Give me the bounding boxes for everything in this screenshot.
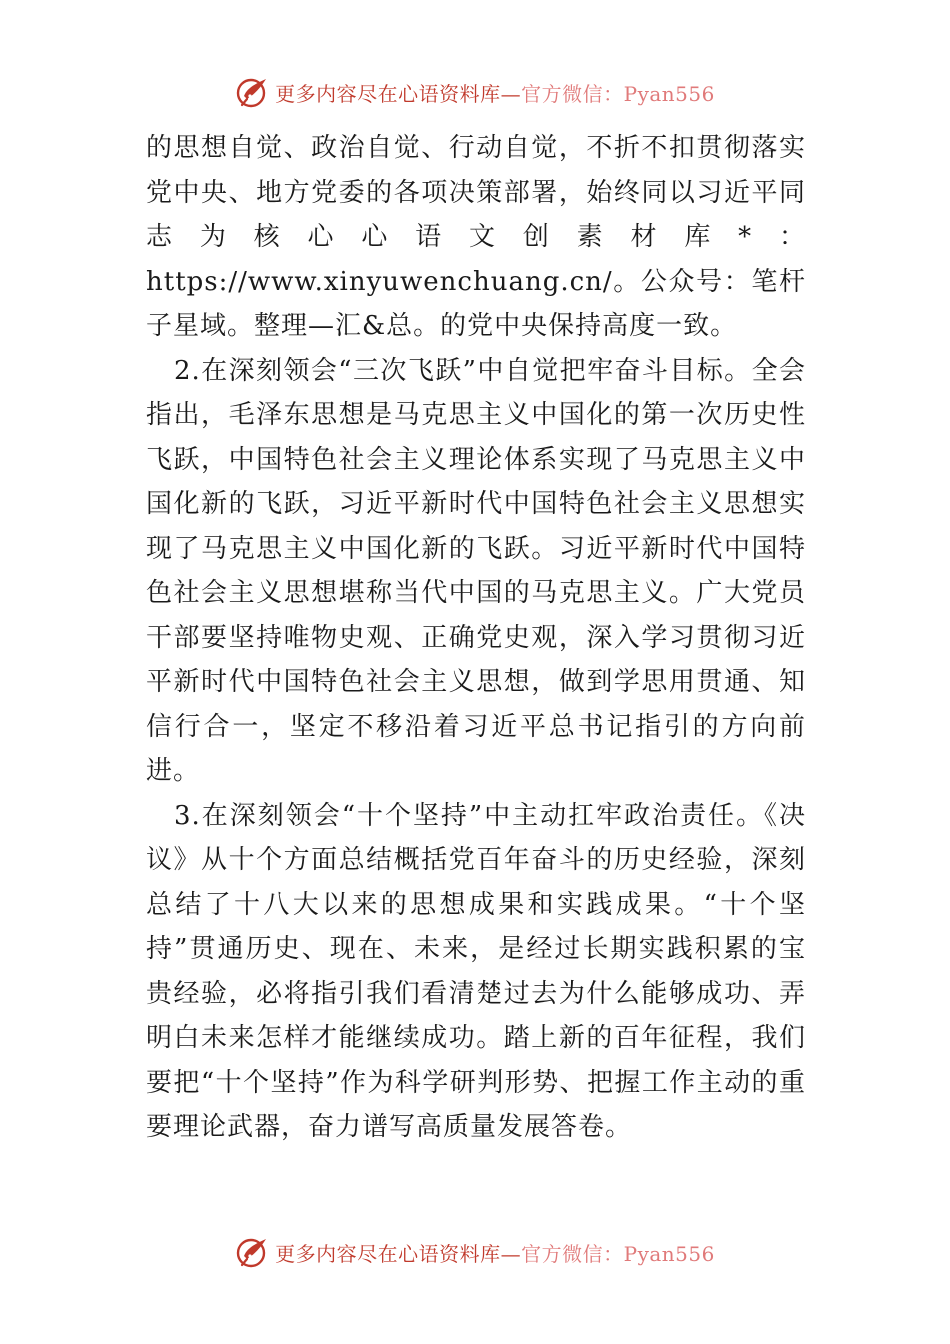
paragraph-2: 2.在深刻领会“三次飞跃”中自觉把牢奋斗目标。全会指出，毛泽东思想是马克思主义中国化的第一次历史性飞跃，中国特色社会主义理论体系实现了马克思主义中国化新的飞跃，习近平新时代中国特色社会主义思想实现了马克思主义中国化新的飞跃。习近平新时代中国特色社会主义思想堪称当代中国的马克思主义。广大党员干部要坚持唯物史观、正确党史观，深入学习贯彻习近平新时代中国特色社会主义思想，做到学思用贯通、知信行合一，坚定不移沿着习近平总书记指引的方向前进。 bbox=[146, 355, 806, 786]
document-body bbox=[146, 126, 806, 1150]
banner-text: 更多内容尽在心语资料库— bbox=[275, 1241, 522, 1266]
header-banner bbox=[0, 72, 950, 112]
banner-wechat: 官方微信：Pyan556 bbox=[521, 81, 715, 106]
banner-wechat: 官方微信：Pyan556 bbox=[521, 1241, 715, 1266]
footer-banner bbox=[0, 1232, 950, 1272]
paragraph-3: 3.在深刻领会“十个坚持”中主动扛牢政治责任。《决议》从十个方面总结概括党百年奋斗的历史经验，深刻总结了十八大以来的思想成果和实践成果。“十个坚持”贯通历史、现在、未来，是经过长期实践积累的宝贵经验，必将指引我们看清楚过去为什么能够成功、弄明白未来怎样才能继续成功。踏上新的百年征程，我们要把“十个坚持”作为科学研判形势、把握工作主动的重要理论武器，奋力谱写高质量发展答卷。 bbox=[146, 800, 806, 1142]
banner-text: 更多内容尽在心语资料库— bbox=[275, 81, 522, 106]
pen-logo-icon bbox=[235, 74, 271, 110]
paragraph-1: 的思想自觉、政治自觉、行动自觉，不折不扣贯彻落实党中央、地方党委的各项决策部署，始终同以习近平同志为核心心语文创素材库*：https://www.xinyuwenchuang.cn/。公众号：笔杆子星域。整理—汇&总。的党中央保持高度一致。 bbox=[146, 133, 806, 341]
pen-logo-icon bbox=[235, 1234, 271, 1270]
